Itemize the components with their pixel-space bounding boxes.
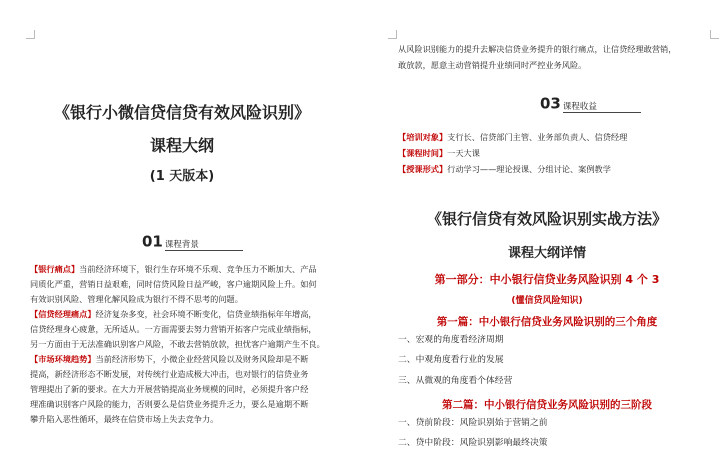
paragraph-line (30, 262, 334, 277)
paragraph-line: 信贷经理身心疲惫，无所适从。一方面需要去努力营销开拓客户完成业绩指标， (30, 324, 317, 334)
section-number: 03 (540, 94, 561, 113)
paragraph-line: 同质化严重，营销日益艰难，同时信贷风险日益严峻，客户逾期风险上升。如何 (30, 279, 317, 289)
paragraph-text: 当前经济环境下，银行生存环境不乐观、竞争压力不断加大、产品 (79, 264, 317, 274)
paragraph-line: 攀升陷入恶性循环，最终在信贷市场上失去竞争力。 (30, 414, 219, 424)
info-row-audience (398, 130, 704, 145)
section-label: 课程收益 (563, 100, 641, 113)
detail-title: 《银行信贷有效风险识别实战方法》 (426, 210, 667, 228)
outline-item: 一、宏观的角度看经济周期 (398, 335, 504, 345)
chapter-heading: 第一篇：中小银行信贷业务风险识别的三个角度 (436, 316, 658, 328)
paragraph-text: 经济复杂多变，社会环境不断变化，信贷业绩指标年年增高， (95, 309, 317, 319)
paragraph-tag: 【银行痛点】 (30, 264, 80, 274)
document-page-right (366, 0, 728, 450)
part-heading: 第一部分：中小银行信贷业务风险识别 4 个 3 (434, 273, 660, 286)
section-label: 课程背景 (165, 238, 243, 251)
chapter-heading: 第二篇：中小银行信贷业务风险识别的三阶段 (442, 399, 652, 411)
paragraph-text: 当前经济形势下，小微企业经营风险以及财务风险却是不断 (95, 354, 309, 364)
info-row-format (398, 162, 704, 177)
paragraph-line: 另一方面由于无法准确识别客户风险，不敢去营销放款，担忧客户逾期产生不良。 (30, 339, 325, 349)
info-tag: 【课程时间】 (398, 148, 448, 158)
crop-mark (388, 30, 397, 39)
paragraph-line: 理准确识别客户风险的能力，否则要么是信贷业务提升乏力，要么是逾期不断 (30, 399, 309, 409)
outline-item: 二、贷中阶段：风险识别影响最终决策 (398, 438, 548, 448)
info-tag: 【授课形式】 (398, 164, 448, 174)
info-text: 支行长、信贷部门主管、业务部负责人、信贷经理 (447, 132, 628, 142)
paragraph-line: 提高，新经济形态不断发展，对传统行业造成极大冲击，也对银行的信贷业务 (30, 369, 309, 379)
course-title: 《银行小微信贷信贷有效风险识别》 (53, 103, 310, 122)
paragraph-line: 从风险识别能力的提升去解决信贷业务提升的银行痛点，让信贷经理敢营销， (398, 44, 677, 54)
paragraph-line: 敢放款，愿意主动营销提升业绩同时严控业务风险。 (398, 60, 587, 70)
outline-item: 二、中观角度看行业的发展 (398, 355, 504, 365)
outline-item: 一、贷前阶段：风险识别始于营销之前 (398, 418, 548, 428)
info-tag: 【培训对象】 (398, 132, 448, 142)
course-version: (1 天版本) (149, 169, 215, 184)
info-row-duration (398, 146, 704, 161)
outline-item: 三、从微观的角度看个体经营 (398, 376, 513, 386)
info-text: 一天大课 (447, 148, 480, 158)
part-subheading: (懂信贷风险知识) (511, 296, 583, 306)
paragraph-line: 管理提出了新的要求。在大力开展营销提高业务规模的同时，必须提升客户经 (30, 384, 309, 394)
section-header-background (142, 231, 243, 251)
section-number: 01 (142, 232, 163, 251)
info-text: 行动学习——理论授课、分组讨论、案例教学 (447, 164, 611, 174)
crop-mark (26, 30, 35, 39)
paragraph-tag: 【信贷经理痛点】 (30, 309, 96, 319)
section-header-benefits (540, 93, 641, 113)
detail-subtitle: 课程大纲详情 (507, 246, 586, 261)
crop-mark (710, 30, 719, 39)
paragraph-line: 有效识别风险、管理化解风险成为银行不得不思考的问题。 (30, 294, 243, 304)
paragraph-line (30, 352, 334, 367)
paragraph-tag: 【市场环境趋势】 (30, 354, 96, 364)
course-subtitle: 课程大纲 (149, 136, 214, 155)
paragraph-line (30, 307, 334, 322)
